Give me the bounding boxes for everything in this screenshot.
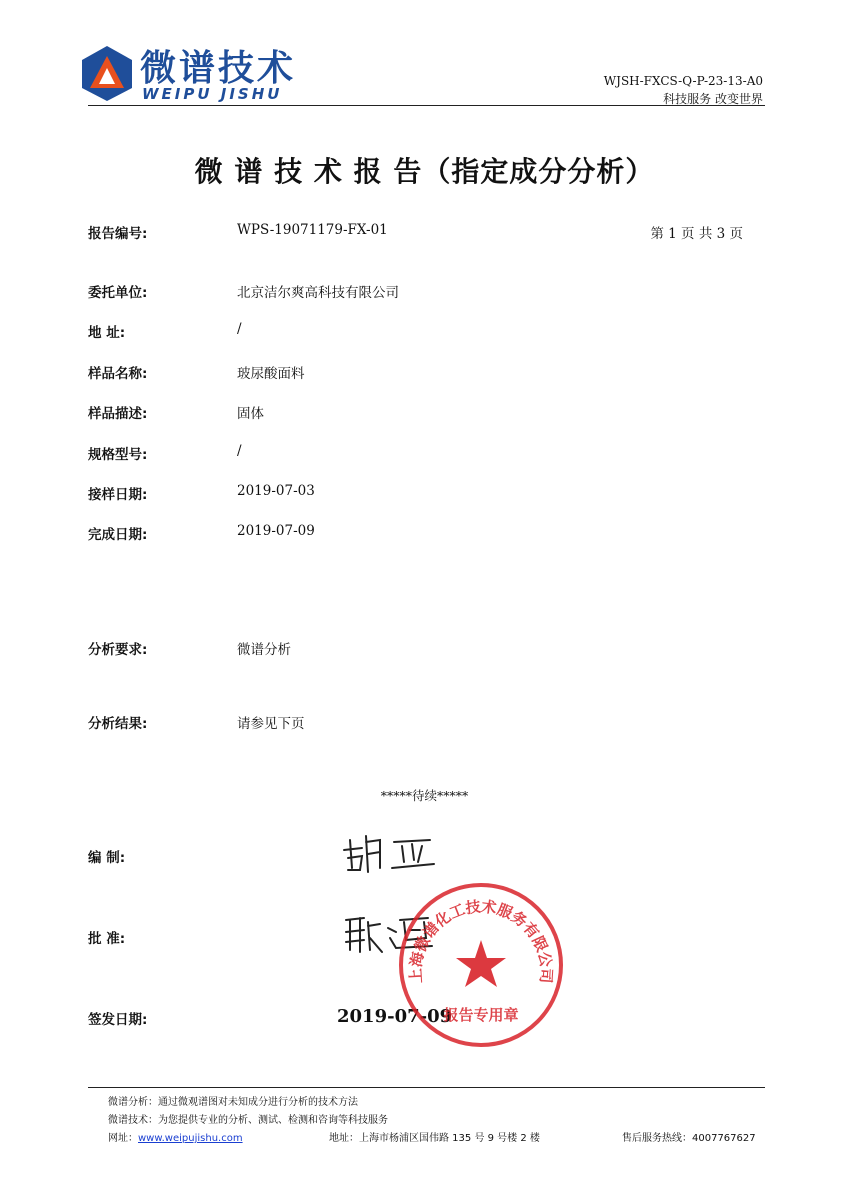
footer-address: 地址：上海市杨浦区国伟路 135 号 9 号楼 2 楼 [329,1133,540,1144]
svg-text:上海微谱化工技术服务有限公司: 上海微谱化工技术服务有限公司 [406,897,556,984]
footer-website [108,1129,243,1144]
sample-name-label: 样品名称: [88,366,148,382]
continued-marker: *****待续***** [380,788,469,803]
completed-date-value: 2019-07-09 [237,523,315,539]
approved-label: 批 准: [88,931,126,947]
report-number-label: 报告编号: [88,226,148,242]
spec-label: 规格型号: [88,447,148,463]
client-value: 北京洁尔爽高科技有限公司 [237,285,399,301]
received-date-value: 2019-07-03 [237,483,315,499]
result-value: 请参见下页 [237,716,305,732]
requirement-value: 微谱分析 [237,642,291,658]
report-number-value: WPS-19071179-FX-01 [237,222,388,238]
page-info: 第 1 页 共 3 页 [650,226,743,242]
logo-chinese-text: 微谱技术 [140,48,297,89]
prepared-label: 编 制: [88,850,126,866]
spec-value: / [237,443,242,459]
prepared-signature [340,828,440,878]
issue-date-label: 签发日期: [88,1012,148,1028]
requirement-label: 分析要求: [88,642,148,658]
sample-desc-value: 固体 [237,406,264,422]
footer-line-1: 微谱分析：通过微观谱图对未知成分进行分析的技术方法 [108,1097,358,1108]
issue-date-value: 2019-07-09 [337,1006,453,1027]
address-value: / [237,321,242,337]
completed-date-label: 完成日期: [88,527,148,543]
report-title: 微 谱 技 术 报 告（指定成分分析） [194,155,655,188]
footer-line-2: 微谱技术：为您提供专业的分析、测试、检测和咨询等科技服务 [108,1115,388,1126]
footer-hotline: 售后服务热线：4007767627 [622,1133,756,1144]
logo-icon [78,44,136,102]
logo-english-text: WEIPU JISHU [142,85,283,103]
result-label: 分析结果: [88,716,148,732]
sample-name-value: 玻尿酸面料 [237,366,305,382]
sample-desc-label: 样品描述: [88,406,148,422]
website-label: 网址： [108,1133,138,1144]
received-date-label: 接样日期: [88,487,148,503]
document-code: WJSH-FXCS-Q-P-23-13-A0 [603,74,763,88]
client-label: 委托单位: [88,285,148,301]
company-seal [398,882,564,1052]
website-link[interactable]: www.weipujishu.com [138,1133,243,1144]
svg-text:报告专用章: 报告专用章 [443,1006,519,1024]
slogan: 科技服务 改变世界 [663,92,763,106]
seal-graphic [398,882,564,1048]
footer-divider [88,1087,765,1088]
header-divider [88,105,765,106]
address-label: 地 址: [88,325,126,341]
